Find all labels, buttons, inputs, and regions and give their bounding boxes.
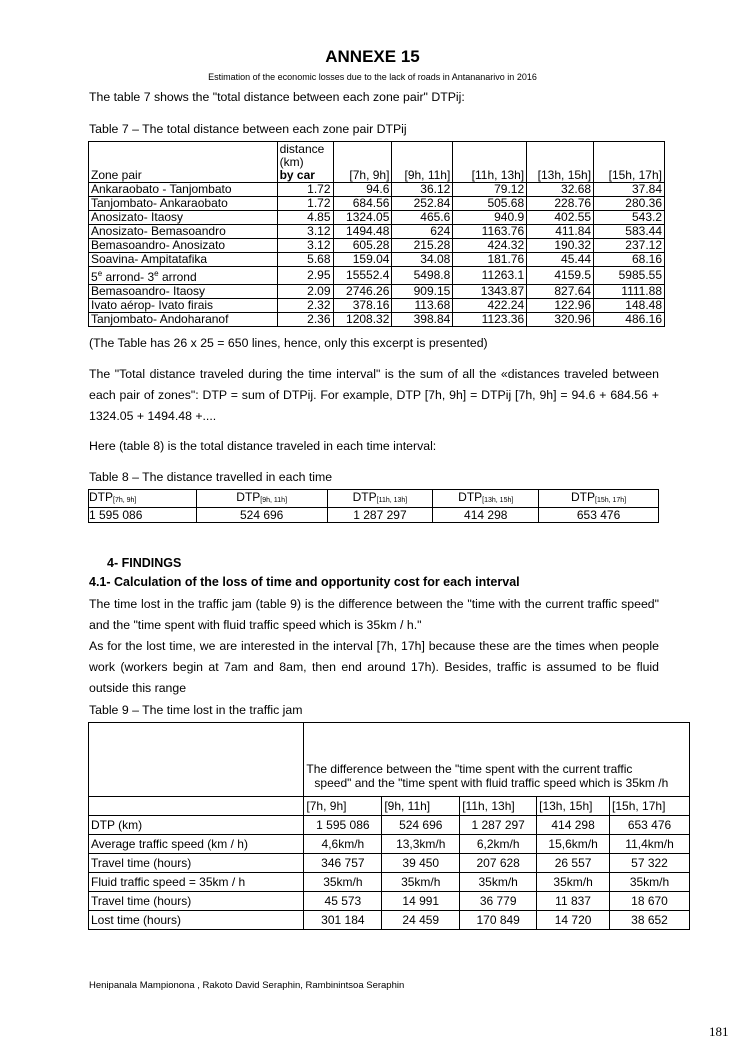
table8-value-cell: 524 696 xyxy=(196,508,327,523)
table7-header-col: [9h, 11h] xyxy=(392,142,453,183)
table7-value-cell: 2.36 xyxy=(277,313,333,327)
table7-value-cell: 1343.87 xyxy=(453,285,527,299)
table9-blank-cell xyxy=(89,797,304,816)
table9-caption: Table 9 – The time lost in the traffic jam xyxy=(89,703,303,717)
table9-value-cell: 13,3km/h xyxy=(382,835,460,854)
table7-row xyxy=(89,253,665,267)
table9-row xyxy=(89,892,690,911)
table7-value-cell: 79.12 xyxy=(453,183,527,197)
table8-caption: Table 8 – The distance travelled in each time xyxy=(89,470,333,484)
table7-value-cell: 68.16 xyxy=(594,253,665,267)
table9-description-line2: speed" and the "time spent with fluid traffic speed which is 35km /h xyxy=(314,776,669,790)
table7-value-cell: 465.6 xyxy=(392,211,453,225)
table9-value-cell: 14 991 xyxy=(382,892,460,911)
table9-row-label: Lost time (hours) xyxy=(89,911,304,930)
table7-header-col: [15h, 17h] xyxy=(594,142,665,183)
table9-row xyxy=(89,854,690,873)
table8-value-cell: 414 298 xyxy=(433,508,539,523)
table7-body xyxy=(89,183,665,327)
table7-value-cell: 1208.32 xyxy=(333,313,392,327)
table9-column-header: [7h, 9h] xyxy=(304,797,382,816)
table7-value-cell: 228.76 xyxy=(527,197,594,211)
table9-value-cell: 301 184 xyxy=(304,911,382,930)
table7-row xyxy=(89,211,665,225)
table9-row-label: Average traffic speed (km / h) xyxy=(89,835,304,854)
table7-value-cell: 2.32 xyxy=(277,299,333,313)
table9-value-cell: 35km/h xyxy=(537,873,610,892)
table7-value-cell: 1163.76 xyxy=(453,225,527,239)
table7-value-cell: 237.12 xyxy=(594,239,665,253)
table9-value-cell: 207 628 xyxy=(460,854,537,873)
table7-value-cell: 113.68 xyxy=(392,299,453,313)
table9-column-header: [11h, 13h] xyxy=(460,797,537,816)
table7-value-cell: 15552.4 xyxy=(333,267,392,285)
table7-header-zone: Zone pair xyxy=(89,142,278,183)
table-8 xyxy=(88,489,659,523)
table7-value-cell: 32.68 xyxy=(527,183,594,197)
table9-value-cell: 24 459 xyxy=(382,911,460,930)
table7-zone-cell: Anosizato- Bemasoandro xyxy=(89,225,278,239)
table7-value-cell: 215.28 xyxy=(392,239,453,253)
table9-column-header-row xyxy=(89,797,690,816)
table9-value-cell: 653 476 xyxy=(610,816,690,835)
table7-row xyxy=(89,313,665,327)
table-7 xyxy=(88,141,665,327)
table7-value-cell: 280.36 xyxy=(594,197,665,211)
table9-value-cell: 14 720 xyxy=(537,911,610,930)
table9-description-row xyxy=(89,723,690,797)
table8-value-cell: 653 476 xyxy=(539,508,659,523)
footer-authors: Henipanala Mampionona , Rakoto David Seraphin, Rambinintsoa Seraphin xyxy=(89,980,405,991)
intro-text: The table 7 shows the "total distance between each zone pair" DTPij: xyxy=(89,90,465,104)
table7-value-cell: 1123.36 xyxy=(453,313,527,327)
table7-value-cell: 422.24 xyxy=(453,299,527,313)
table7-header-distance-l2: (km) xyxy=(279,155,304,169)
table9-value-cell: 6,2km/h xyxy=(460,835,537,854)
table9-row xyxy=(89,873,690,892)
table7-row xyxy=(89,197,665,211)
table7-value-cell: 4159.5 xyxy=(527,267,594,285)
table7-value-cell: 411.84 xyxy=(527,225,594,239)
table9-value-cell: 38 652 xyxy=(610,911,690,930)
table7-row xyxy=(89,267,665,285)
table7-value-cell: 684.56 xyxy=(333,197,392,211)
table7-value-cell: 181.76 xyxy=(453,253,527,267)
table9-value-cell: 15,6km/h xyxy=(537,835,610,854)
table7-zone-cell: Tanjombato- Ankaraobato xyxy=(89,197,278,211)
table7-value-cell: 940.9 xyxy=(453,211,527,225)
table9-body xyxy=(89,816,690,930)
dtp-interval: [11h, 13h] xyxy=(376,497,408,504)
table7-row xyxy=(89,239,665,253)
table7-header-distance xyxy=(277,142,333,183)
table7-value-cell: 5498.8 xyxy=(392,267,453,285)
table7-value-cell: 827.64 xyxy=(527,285,594,299)
table9-column-header: [15h, 17h] xyxy=(610,797,690,816)
table7-row xyxy=(89,299,665,313)
table7-value-cell: 37.84 xyxy=(594,183,665,197)
table9-value-cell: 11,4km/h xyxy=(610,835,690,854)
table7-value-cell: 36.12 xyxy=(392,183,453,197)
table9-value-cell: 18 670 xyxy=(610,892,690,911)
dtp-label: DTP xyxy=(571,490,595,504)
table9-row xyxy=(89,816,690,835)
table8-header-cell xyxy=(327,490,433,508)
table7-value-cell: 424.32 xyxy=(453,239,527,253)
table9-row-label: Fluid traffic speed = 35km / h xyxy=(89,873,304,892)
table7-header-row xyxy=(89,142,665,183)
table7-value-cell: 583.44 xyxy=(594,225,665,239)
arrond-tail: arrond xyxy=(158,270,197,284)
table7-value-cell: 45.44 xyxy=(527,253,594,267)
dtp-interval: [15h, 17h] xyxy=(595,497,627,504)
table7-row xyxy=(89,285,665,299)
table9-row xyxy=(89,911,690,930)
table7-value-cell: 1324.05 xyxy=(333,211,392,225)
table9-blank-cell xyxy=(89,723,304,797)
table9-row-label: Travel time (hours) xyxy=(89,854,304,873)
dtp-label: DTP xyxy=(458,490,483,504)
table7-value-cell: 11263.1 xyxy=(453,267,527,285)
table-9 xyxy=(88,722,690,930)
table7-header-distance-l3: by car xyxy=(279,168,315,182)
table7-value-cell: 3.12 xyxy=(277,239,333,253)
table7-value-cell: 148.48 xyxy=(594,299,665,313)
table8-header-row xyxy=(89,490,659,508)
table7-row xyxy=(89,225,665,239)
dtp-interval: [7h, 9h] xyxy=(113,497,137,504)
table7-value-cell: 2746.26 xyxy=(333,285,392,299)
dtp-label: DTP xyxy=(352,490,377,504)
table9-value-cell: 4,6km/h xyxy=(304,835,382,854)
arrond-mid: arrond- 3 xyxy=(102,270,155,284)
table7-zone-cell: Bemasoandro- Anosizato xyxy=(89,239,278,253)
table7-header-col: [13h, 15h] xyxy=(527,142,594,183)
table7-value-cell: 543.2 xyxy=(594,211,665,225)
table7-value-cell: 122.96 xyxy=(527,299,594,313)
paragraph-table8-intro: Here (table 8) is the total distance traveled in each time interval: xyxy=(89,439,437,453)
table9-value-cell: 45 573 xyxy=(304,892,382,911)
table7-value-cell: 624 xyxy=(392,225,453,239)
table7-zone-cell: Anosizato- Itaosy xyxy=(89,211,278,225)
findings-paragraph-1: The time lost in the traffic jam (table 9) is the difference between the "time with the current traffic speed" and the "time spent with fluid traffic speed which is 35km / h." xyxy=(89,597,659,632)
table9-column-header: [13h, 15h] xyxy=(537,797,610,816)
table7-value-cell: 4.85 xyxy=(277,211,333,225)
table7-value-cell: 605.28 xyxy=(333,239,392,253)
table7-value-cell: 5985.55 xyxy=(594,267,665,285)
table9-description-line1: The difference between the "time spent with the current traffic xyxy=(306,762,633,776)
table9-description xyxy=(304,723,690,797)
table7-zone-cell: Ivato aérop- Ivato firais xyxy=(89,299,278,313)
table9-value-cell: 39 450 xyxy=(382,854,460,873)
table7-caption: Table 7 – The total distance between each zone pair DTPij xyxy=(89,122,407,136)
table7-value-cell: 2.09 xyxy=(277,285,333,299)
page-subtitle: Estimation of the economic losses due to the lack of roads in Antananarivo in 2016 xyxy=(208,72,537,82)
table9-value-cell: 35km/h xyxy=(382,873,460,892)
table7-value-cell: 1.72 xyxy=(277,197,333,211)
table9-value-cell: 11 837 xyxy=(537,892,610,911)
table7-value-cell: 159.04 xyxy=(333,253,392,267)
table9-value-cell: 36 779 xyxy=(460,892,537,911)
table8-header-cell xyxy=(539,490,659,508)
dtp-label: DTP xyxy=(89,490,113,504)
page-title: ANNEXE 15 xyxy=(325,47,420,66)
table7-value-cell: 2.95 xyxy=(277,267,333,285)
table7-note: (The Table has 26 x 25 = 650 lines, hence, only this excerpt is presented) xyxy=(89,336,488,350)
table8-value-row xyxy=(89,508,659,523)
paragraph-dtp-sum: The "Total distance traveled during the time interval" is the sum of all the «distances traveled between each pair of zones": DTP = sum of DTPij. For example, DTP [7h, 9h] = DTPij [7h, 9h] = 94.6 + 684.56 + 1324.05 + 1494.48 +.... xyxy=(89,367,659,423)
table9-value-cell: 1 287 297 xyxy=(460,816,537,835)
arrond-number: 5 xyxy=(91,270,98,284)
table7-value-cell: 1111.88 xyxy=(594,285,665,299)
table9-value-cell: 26 557 xyxy=(537,854,610,873)
subsection-heading: 4.1- Calculation of the loss of time and opportunity cost for each interval xyxy=(89,575,520,589)
table7-header-distance-l1: distance xyxy=(279,142,325,156)
table9-value-cell: 346 757 xyxy=(304,854,382,873)
table7-value-cell: 190.32 xyxy=(527,239,594,253)
table9-row-label: DTP (km) xyxy=(89,816,304,835)
table7-value-cell: 378.16 xyxy=(333,299,392,313)
table7-value-cell: 1.72 xyxy=(277,183,333,197)
table7-value-cell: 3.12 xyxy=(277,225,333,239)
section-heading-findings: 4- FINDINGS xyxy=(107,556,182,570)
table7-row xyxy=(89,183,665,197)
page-number: 181 xyxy=(709,1024,729,1039)
table9-value-cell: 524 696 xyxy=(382,816,460,835)
table7-header-col: [7h, 9h] xyxy=(333,142,392,183)
table8-header-cell xyxy=(196,490,327,508)
table7-zone-cell: Tanjombato- Andoharanof xyxy=(89,313,278,327)
table7-value-cell: 5.68 xyxy=(277,253,333,267)
table8-value-cell: 1 595 086 xyxy=(89,508,197,523)
table9-value-cell: 170 849 xyxy=(460,911,537,930)
table7-value-cell: 398.84 xyxy=(392,313,453,327)
dtp-interval: [9h, 11h] xyxy=(260,497,288,504)
arrond-sup: e xyxy=(97,269,103,278)
table9-value-cell: 414 298 xyxy=(537,816,610,835)
table7-value-cell: 94.6 xyxy=(333,183,392,197)
table7-value-cell: 34.08 xyxy=(392,253,453,267)
table7-value-cell: 486.16 xyxy=(594,313,665,327)
table9-row-label: Travel time (hours) xyxy=(89,892,304,911)
dtp-label: DTP xyxy=(236,490,261,504)
table9-row xyxy=(89,835,690,854)
table9-value-cell: 1 595 086 xyxy=(304,816,382,835)
table7-header-col: [11h, 13h] xyxy=(453,142,527,183)
dtp-interval: [13h, 15h] xyxy=(482,497,514,504)
findings-paragraph-2: As for the lost time, we are interested in the interval [7h, 17h] because these are the times when people work (workers begin at 7am and 8am, then end around 17h). Besides, traffic is assumed to be fluid outside this range xyxy=(89,639,659,695)
table7-value-cell: 909.15 xyxy=(392,285,453,299)
table7-value-cell: 1494.48 xyxy=(333,225,392,239)
table9-value-cell: 35km/h xyxy=(460,873,537,892)
table7-value-cell: 505.68 xyxy=(453,197,527,211)
table7-zone-cell: Bemasoandro- Itaosy xyxy=(89,285,278,299)
table9-value-cell: 35km/h xyxy=(304,873,382,892)
table7-value-cell: 252.84 xyxy=(392,197,453,211)
table9-column-header: [9h, 11h] xyxy=(382,797,460,816)
table7-value-cell: 402.55 xyxy=(527,211,594,225)
table9-value-cell: 35km/h xyxy=(610,873,690,892)
arrond-sup: e xyxy=(154,269,159,278)
table8-value-cell: 1 287 297 xyxy=(327,508,433,523)
table7-zone-cell: Soavina- Ampitatafika xyxy=(89,253,278,267)
table8-header-cell xyxy=(89,490,197,508)
table7-value-cell: 320.96 xyxy=(527,313,594,327)
table7-zone-cell: Ankaraobato - Tanjombato xyxy=(89,183,278,197)
table9-value-cell: 57 322 xyxy=(610,854,690,873)
table7-zone-cell xyxy=(89,267,278,285)
table8-header-cell xyxy=(433,490,539,508)
